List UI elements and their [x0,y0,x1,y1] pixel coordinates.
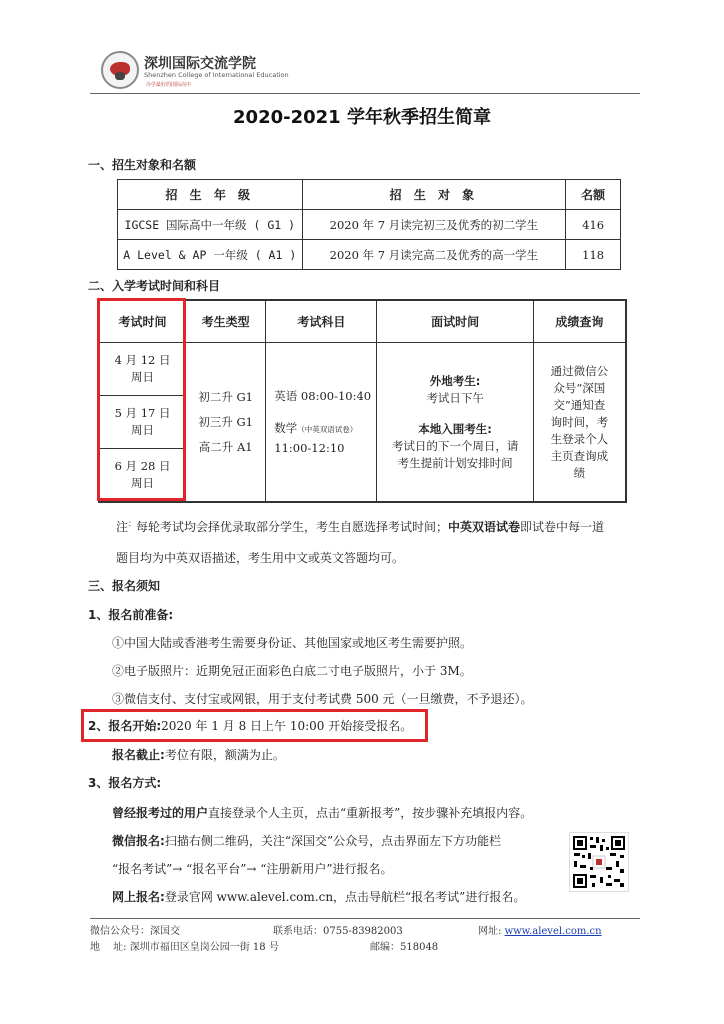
exam-day: 周日 [131,370,155,384]
method-returning-label: 曾经报考过的用户 [112,806,209,820]
method-wechat-label: 微信报名: [112,834,165,848]
section2-heading: 二、入学考试时间和科目 [88,279,221,293]
registration-start-highlight [81,709,428,742]
note-line-2: 题目均为中英双语描述，考生用中文或英文答题均可。 [116,551,405,565]
table-row [118,240,621,270]
footer-address-text: 深圳市福田区皇岗公园一街 18 号 [129,942,279,953]
results-line: 询时间，考 [550,414,609,429]
wechat-qr-code [569,832,629,892]
col-results: 成绩查询 [533,300,626,343]
exam-date: 5 月 17 日 [114,406,171,420]
quota-cell: 118 [566,240,621,270]
prep-item: ③微信支付、支付宝或网银，用于支付考试费 500 元（一旦缴费，不予退还）。 [112,692,533,706]
footer-divider [90,918,640,919]
exam-type: 高二升 A1 [198,439,253,454]
method-online-label: 网上报名: [112,890,165,904]
footer-phone: 联系电话：0755-83982003 [273,926,403,937]
col-exam-type: 考生类型 [186,300,266,343]
note-line-1 [116,518,604,535]
interview-out-label: 外地考生: [429,373,481,388]
interview-local-text: 考试日的下一个周日，请 [391,438,519,453]
school-slogan: 办学最好的国际高中 [146,82,192,88]
results-line: 生登录个人 [550,431,609,446]
target-cell: 2020 年 7 月读完高二及优秀的高一学生 [302,240,566,270]
note-superscript: ： [128,519,137,528]
section3-heading: 三、报名须知 [88,579,161,593]
registration-deadline [112,746,285,763]
math-note: （中英双语试卷） [297,425,358,434]
col-subjects: 考试科目 [266,300,377,343]
english-subject: 英语 08:00-10:40 [274,389,372,403]
subjects-cell [266,343,377,503]
interview-cell [377,343,533,503]
table-row [118,210,621,240]
website-link[interactable]: www.alevel.com.cn [504,926,602,937]
quota-cell: 416 [566,210,621,240]
school-english-name: Shenzhen College of International Education [144,71,289,79]
method-heading: 3、报名方式: [88,776,162,790]
method-returning [112,804,532,821]
math-time: 11:00-12:10 [274,441,345,455]
exam-type-cell [186,343,266,503]
grade-cell: A Level & AP 一年级 ( A1 ) [118,240,303,270]
method-wechat [112,832,501,849]
prep-heading: 1、报名前准备: [88,608,174,622]
footer-website [478,922,602,937]
registration-start-label: 2、报名开始: [88,719,162,733]
school-logo [101,51,139,89]
footer-postcode: 邮编：518048 [370,942,439,953]
footer-address [90,938,279,953]
interview-out-text: 考试日下午 [426,390,484,405]
exam-date: 4 月 12 日 [114,353,171,367]
note-text: 每轮考试均会择优录取部分学生，考生自愿选择考试时间； [136,520,449,534]
col-target: 招 生 对 象 [302,180,566,210]
deadline-label: 报名截止: [112,748,165,762]
results-line: 主页查询成 [550,448,609,463]
method-online-text: 登录官网 www.alevel.com.cn，点击导航栏“报名考试”进行报名。 [164,890,526,904]
globe-shadow [115,72,125,80]
deadline-text: 考位有限，额满为止。 [164,748,285,762]
exam-time-highlight [97,298,186,501]
page-title: 2020-2021 学年秋季招生简章 [233,107,491,128]
col-exam-date: 考试时间 [99,300,186,343]
footer-website-label: 网址: [478,926,502,937]
target-cell: 2020 年 7 月读完初三及优秀的初二学生 [302,210,566,240]
col-quota: 名额 [566,180,621,210]
registration-start-text: 2020 年 1 月 8 日上午 10:00 开始接受报名。 [161,719,413,733]
exam-date: 6 月 28 日 [114,459,171,473]
method-wechat-text: 扫描右侧二维码，关注“深国交”公众号，点击界面左下方功能栏 [164,834,502,848]
footer-wechat: 微信公众号：深国交 [90,926,180,937]
results-line: 众号“深国 [553,380,606,395]
interview-local-label: 本地入围考生: [418,421,492,436]
note-prefix: 注 [116,520,129,534]
header-divider [90,93,640,94]
results-line: 交”通知查 [553,397,606,412]
method-wechat-steps: “报名考试”→ “报名平台”→ “注册新用户”进行报名。 [112,862,393,876]
exam-day: 周日 [131,423,155,437]
results-cell [533,343,626,503]
footer-address-label: 地 址: [90,942,127,953]
col-grade: 招 生 年 级 [118,180,303,210]
interview-local-text-2: 考生提前计划安排时间 [397,455,513,470]
prep-item: ②电子版照片：近期免冠正面彩色白底二寸电子版照片，小于 3M。 [112,664,472,678]
exam-type: 初二升 G1 [198,389,254,404]
section1-heading: 一、招生对象和名额 [88,158,197,172]
results-line: 通过微信公 [550,363,609,378]
note-text-2: 即试卷中每一道 [520,520,605,534]
prep-item: ①中国大陆或香港考生需要身份证、其他国家或地区考生需要护照。 [112,636,473,650]
exam-day: 周日 [131,476,155,490]
note-bold: 中英双语试卷 [448,520,521,534]
exam-type: 初三升 G1 [198,414,254,429]
method-returning-text: 直接登录个人主页，点击“重新报考”，按步骤补充填报内容。 [208,806,533,820]
results-line: 绩 [573,465,586,480]
col-interview: 面试时间 [377,300,533,343]
school-name: 深圳国际交流学院 [144,56,256,72]
method-online [112,888,525,905]
enrollment-table [117,179,621,270]
math-subject: 数学 [274,421,298,435]
grade-cell: IGCSE 国际高中一年级 ( G1 ) [118,210,303,240]
